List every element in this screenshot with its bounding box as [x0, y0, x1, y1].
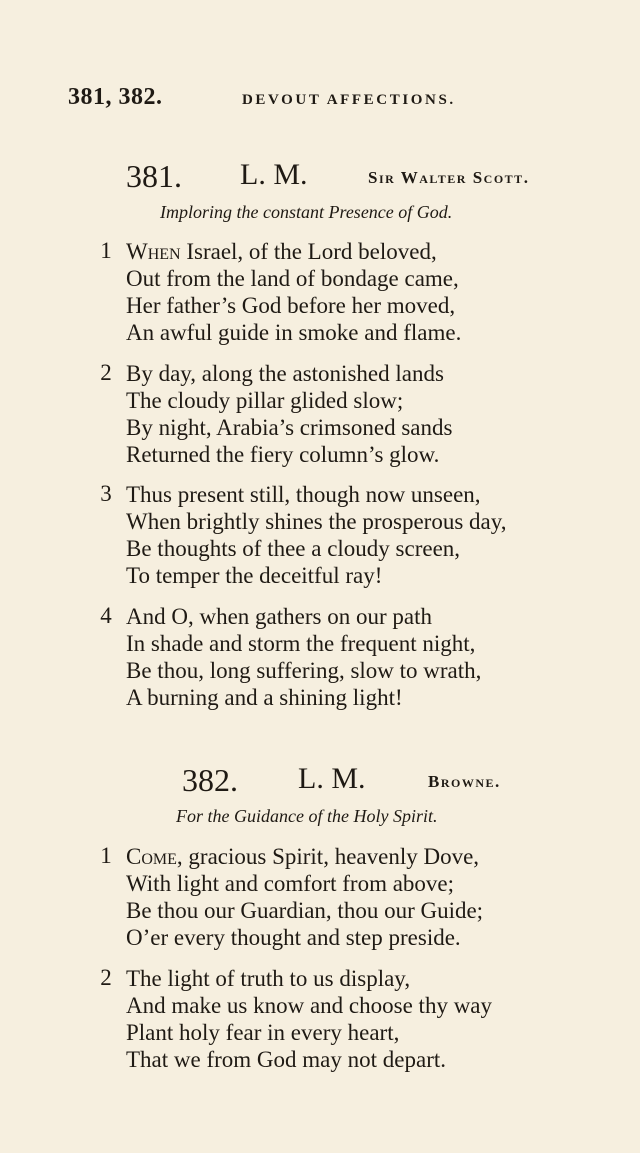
stanza-number: 2	[100, 360, 112, 385]
verse-line: By day, along the astonished lands	[126, 361, 444, 386]
hymn-381-subtitle: Imploring the constant Presence of God.	[160, 202, 453, 222]
verse-line: Come, gracious Spirit, heavenly Dove,	[126, 844, 480, 869]
verse-line: Plant holy fear in every heart,	[126, 1020, 400, 1045]
verse-line: In shade and storm the frequent night,	[126, 631, 476, 656]
verse-line: O’er every thought and step preside.	[126, 925, 461, 950]
stanza-number: 2	[100, 965, 112, 990]
page-numbers: 381, 382.	[68, 84, 163, 110]
verse-line: Out from the land of bondage came,	[126, 266, 459, 291]
running-head	[68, 84, 468, 114]
section-title: DEVOUT AFFECTIONS.	[242, 92, 456, 108]
stanza-number: 1	[100, 843, 112, 868]
verse-line: An awful guide in smoke and flame.	[126, 320, 462, 345]
hymn-number: 382.	[182, 762, 238, 798]
hymn-meter: L. M.	[240, 158, 308, 191]
verse-line: Her father’s God before her moved,	[126, 293, 456, 318]
hymn-381-header	[126, 158, 586, 198]
verse-line: The cloudy pillar glided slow;	[126, 388, 404, 413]
verse-line: By night, Arabia’s crimsoned sands	[126, 415, 453, 440]
hymn-382-header	[182, 762, 542, 802]
verse-line: That we from God may not depart.	[126, 1047, 446, 1072]
verse-line: Thus present still, though now unseen,	[126, 482, 481, 507]
verse-line: And make us know and choose thy way	[126, 993, 493, 1018]
verse-line: When Israel, of the Lord beloved,	[126, 239, 437, 264]
initial-word: When	[126, 239, 181, 264]
hymn-meter: L. M.	[298, 762, 366, 795]
verse-line: A burning and a shining light!	[126, 685, 403, 710]
stanza-number: 4	[100, 603, 112, 628]
initial-word: Come	[126, 844, 177, 869]
hymn-author: Browne.	[428, 772, 501, 791]
stanza-number: 3	[100, 481, 112, 506]
hymn-382-subtitle: For the Guidance of the Holy Spirit.	[176, 806, 438, 826]
verse-line: And O, when gathers on our path	[126, 604, 432, 629]
verse-line: The light of truth to us display,	[126, 966, 411, 991]
verse-line: Be thou our Guardian, thou our Guide;	[126, 898, 484, 923]
verse-line: To temper the deceitful ray!	[126, 563, 383, 588]
verse-line: Be thou, long suffering, slow to wrath,	[126, 658, 482, 683]
stanza-number: 1	[100, 238, 112, 263]
verse-line: With light and comfort from above;	[126, 871, 455, 896]
verse-line: Be thoughts of thee a cloudy screen,	[126, 536, 461, 561]
hymn-author: Sir Walter Scott.	[368, 168, 530, 187]
verse-line: When brightly shines the prosperous day,	[126, 509, 507, 534]
verse-line: Returned the fiery column’s glow.	[126, 442, 440, 467]
hymn-number: 381.	[126, 158, 182, 194]
